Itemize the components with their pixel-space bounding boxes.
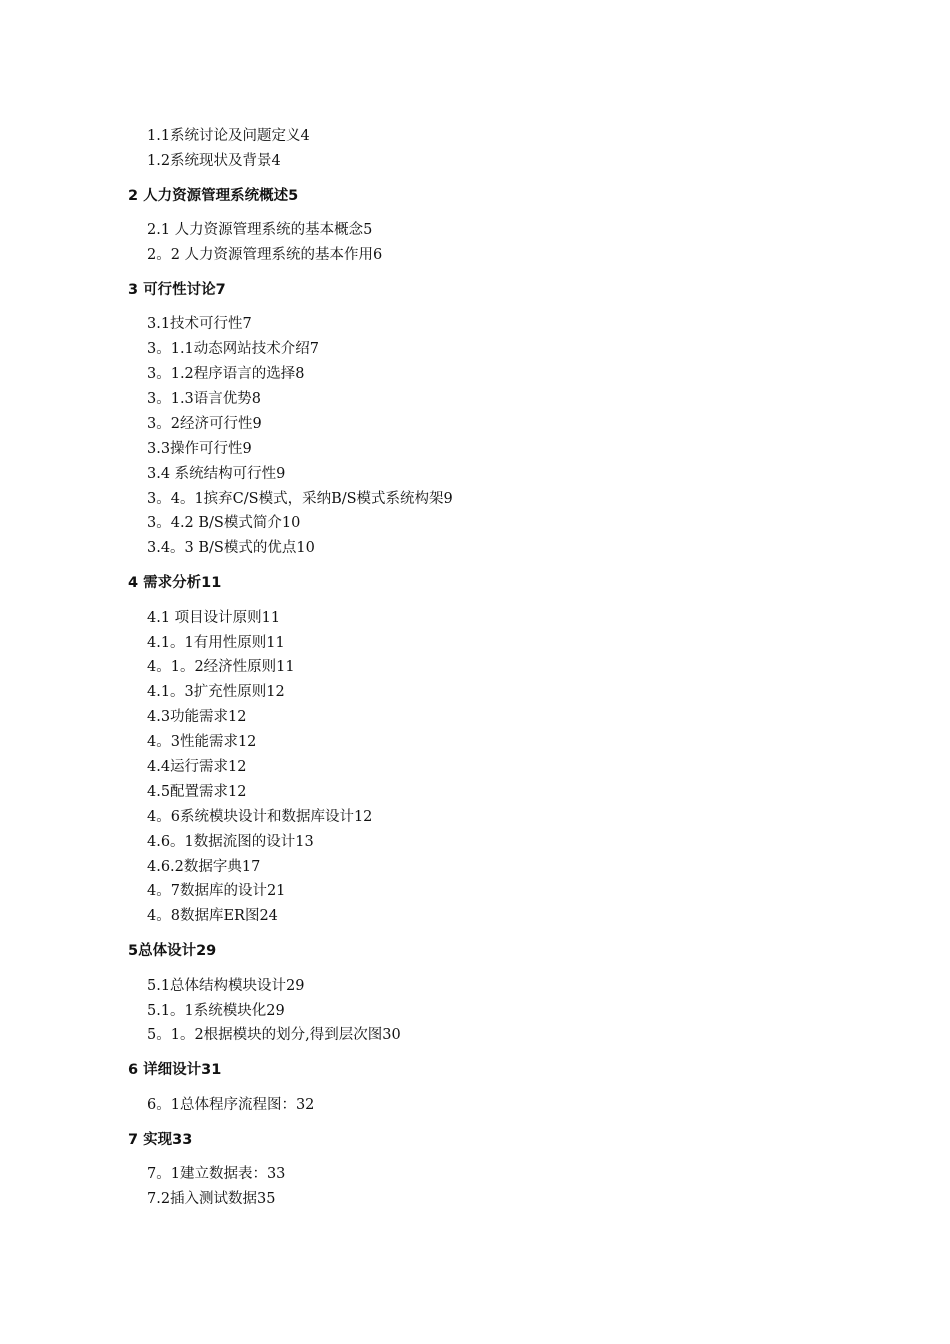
toc-entry[interactable]: 4.1。1有用性原则11: [147, 634, 285, 651]
toc-entry[interactable]: 3.4。3 B/S模式的优点10: [147, 540, 315, 557]
toc-entry[interactable]: 4。3性能需求12: [147, 734, 257, 751]
toc-entry[interactable]: 2。2 人力资源管理系统的基本作用6: [147, 247, 383, 264]
toc-chapter[interactable]: 6 详细设计31: [128, 1062, 222, 1079]
toc-entry[interactable]: 3。1.2程序语言的选择8: [147, 366, 305, 383]
toc-entry[interactable]: 4.5配置需求12: [147, 783, 247, 800]
toc-entry[interactable]: 6。1总体程序流程图：32: [147, 1096, 315, 1113]
toc-entry[interactable]: 3.1技术可行性7: [147, 316, 252, 333]
toc-entry[interactable]: 5。1。2根据模块的划分,得到层次图30: [147, 1027, 401, 1044]
toc-entry[interactable]: 3。4.2 B/S模式简介10: [147, 515, 301, 532]
toc-entry[interactable]: 7.2插入测试数据35: [147, 1190, 276, 1207]
toc-entry[interactable]: 4.6。1数据流图的设计13: [147, 833, 314, 850]
toc-entry[interactable]: 3。1.1动态网站技术介绍7: [147, 341, 320, 358]
toc-entry[interactable]: 7。1建立数据表：33: [147, 1165, 286, 1182]
toc-entry[interactable]: 4。1。2经济性原则11: [147, 659, 295, 676]
toc-entry[interactable]: 4.6.2数据字典17: [147, 858, 261, 875]
toc-entry[interactable]: 3.4 系统结构可行性9: [147, 465, 286, 482]
toc-entry[interactable]: 2.1 人力资源管理系统的基本概念5: [147, 222, 373, 239]
toc-entry[interactable]: 4.4运行需求12: [147, 758, 247, 775]
toc-entry[interactable]: 4。6系统模块设计和数据库设计12: [147, 808, 373, 825]
toc-entry[interactable]: 3.3操作可行性9: [147, 440, 252, 457]
table-of-contents: [0, 124, 950, 1212]
toc-entry[interactable]: 4。7数据库的设计21: [147, 883, 286, 900]
toc-entry[interactable]: 4。8数据库ER图24: [147, 908, 278, 925]
toc-entry[interactable]: 3。4。1摈弃C/S模式，采纳B/S模式系统构架9: [147, 490, 453, 507]
toc-entry[interactable]: 3。2经济可行性9: [147, 415, 262, 432]
toc-entry[interactable]: 4.3功能需求12: [147, 709, 247, 726]
toc-entry[interactable]: 1.2系统现状及背景4: [147, 152, 281, 169]
toc-entry[interactable]: 5.1。1系统模块化29: [147, 1002, 285, 1019]
toc-entry[interactable]: 1.1系统讨论及问题定义4: [147, 128, 310, 144]
toc-chapter[interactable]: 7 实现33: [128, 1131, 193, 1148]
toc-entry[interactable]: 4.1。3扩充性原则12: [147, 684, 285, 701]
toc-chapter[interactable]: 5总体设计29: [128, 943, 217, 960]
toc-chapter[interactable]: 3 可行性讨论7: [128, 281, 226, 298]
toc-entry[interactable]: 4.1 项目设计原则11: [147, 609, 281, 626]
toc-chapter[interactable]: 4 需求分析11: [128, 575, 222, 592]
toc-entry[interactable]: 5.1总体结构模块设计29: [147, 977, 305, 994]
toc-chapter[interactable]: 2 人力资源管理系统概述5: [128, 187, 299, 204]
toc-entry[interactable]: 3。1.3语言优势8: [147, 391, 262, 408]
